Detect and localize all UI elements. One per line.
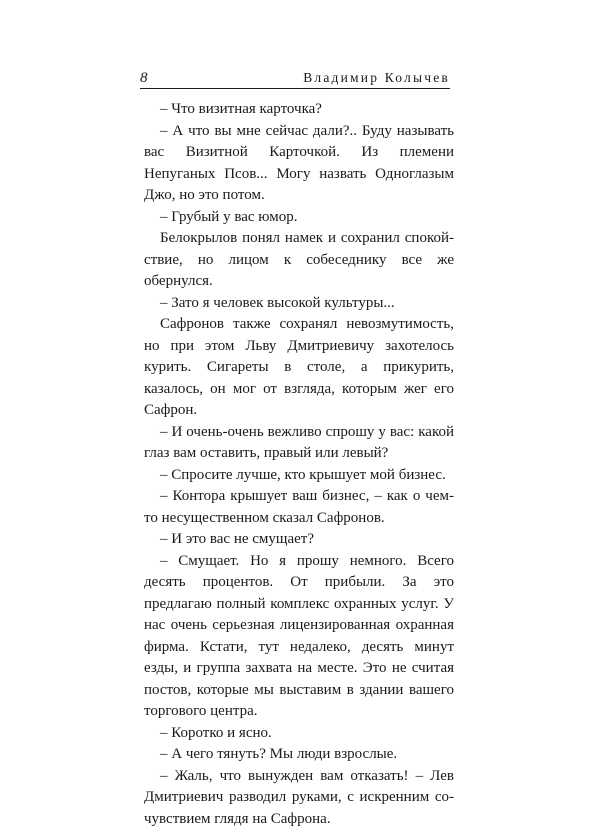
paragraph: – Что визитная карточка?	[144, 99, 454, 121]
page-number: 8	[140, 68, 148, 88]
paragraph: – Грубый у вас юмор.	[144, 207, 454, 229]
running-title-author: Владимир Колычев	[303, 68, 450, 88]
paragraph: – И это вас не смущает?	[144, 529, 454, 551]
paragraph: – Зато я человек высокой культуры...	[144, 293, 454, 315]
paragraph: – И очень-очень вежливо спрошу у вас: какой глаз вам оставить, правый или левый?	[144, 422, 454, 465]
paragraph: Сафронов также сохранял невозмутимость, но при этом Льву Дмитриевичу захотелось курить. Сигареты в столе, а прикурить, казалось, он мог от взгляда, которым жег его Сафрон.	[144, 314, 454, 422]
header-rule	[140, 88, 450, 89]
paragraph: – А чего тянуть? Мы люди взрослые.	[144, 744, 454, 766]
paragraph: – Коротко и ясно.	[144, 723, 454, 745]
paragraph: – Контора крышует ваш бизнес, – как о чем-то несущественном сказал Сафронов.	[144, 486, 454, 529]
paragraph: Белокрылов понял намек и сохранил спокойствие, но лицом к собеседнику все же обернулся.	[144, 228, 454, 293]
body-text	[144, 99, 454, 830]
page-header	[140, 68, 450, 90]
paragraph: – Жаль, что вынужден вам отказать! – Лев Дмитриевич разводил руками, с искренним сочувствием глядя на Сафрона.	[144, 766, 454, 830]
paragraph: – Спросите лучше, кто крышует мой бизнес.	[144, 465, 454, 487]
paragraph: – Смущает. Но я прошу немного. Всего десять процентов. От прибыли. За это предлагаю полный комплекс охранных услуг. У нас очень серьезная лицензированная охранная фирма. Кстати, тут недалеко, десять минут езды, и группа захвата на месте. Это не считая постов, которые мы выставим в здании вашего торгового центра.	[144, 551, 454, 723]
paragraph: – А что вы мне сейчас дали?.. Буду называть вас Визитной Карточкой. Из племени Непуганых Псов... Могу назвать Одноглазым Джо, но это потом.	[144, 121, 454, 207]
